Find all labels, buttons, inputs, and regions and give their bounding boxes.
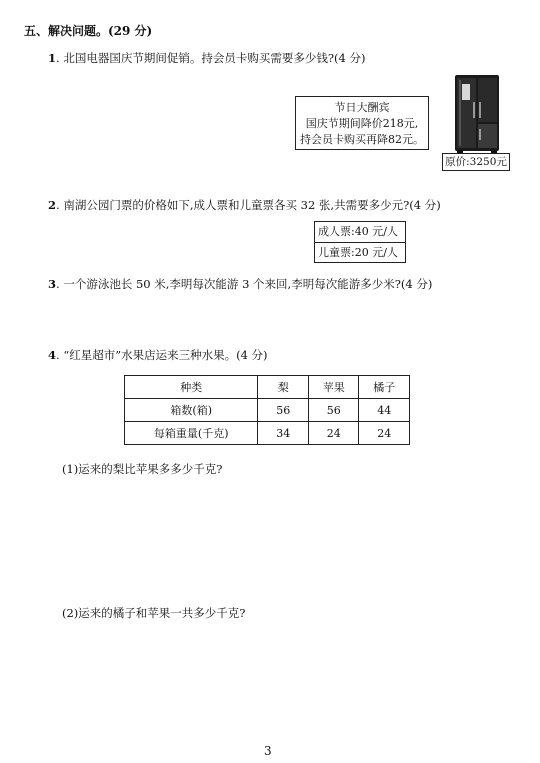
refrigerator-icon: [453, 74, 503, 154]
promo-line-2: 国庆节期间降价218元,: [305, 117, 419, 130]
section-title: 五、解决问题。(29 分): [24, 24, 153, 38]
table-header-row: [125, 376, 410, 399]
table-cell: 56: [308, 399, 359, 422]
question-3: [48, 276, 432, 292]
question-3-text: . 一个游泳池长 50 米,李明每次能游 3 个来回,李明每次能游多少米?(4 分): [56, 277, 433, 291]
table-cell: 24: [308, 422, 359, 445]
promo-line-3: 持会员卡购买再降82元。: [300, 133, 424, 146]
promo-box: [295, 96, 429, 150]
question-4: [48, 347, 268, 363]
question-4-number: 4: [48, 348, 57, 362]
table-row: [125, 422, 410, 445]
promo-line-1: 节日大酬宾: [334, 101, 390, 114]
child-ticket-price: 儿童票:20 元/人: [318, 246, 398, 259]
question-2-number: 2: [48, 198, 57, 212]
table-header-cell: 苹果: [308, 376, 359, 399]
ticket-price-box: [314, 221, 406, 263]
question-1-number: 1: [48, 51, 57, 65]
table-header-cell: 梨: [258, 376, 309, 399]
question-3-number: 3: [48, 277, 57, 291]
question-2-text: . 南湖公园门票的价格如下,成人票和儿童票各买 32 张,共需要多少元?(4 分): [56, 198, 441, 212]
adult-ticket-price: 成人票:40 元/人: [315, 222, 405, 243]
question-1: [48, 50, 365, 66]
question-4-text: . “红星超市”水果店运来三种水果。(4 分): [56, 348, 268, 362]
page-number: 3: [264, 744, 272, 758]
table-row: [125, 399, 410, 422]
fruit-table: [124, 375, 410, 445]
question-1-text: . 北国电器国庆节期间促销。持会员卡购买需要多少钱?(4 分): [56, 51, 366, 65]
table-cell: 44: [359, 399, 410, 422]
table-cell: 56: [258, 399, 309, 422]
table-cell: 箱数(箱): [125, 399, 258, 422]
table-cell: 34: [258, 422, 309, 445]
table-header-cell: 橘子: [359, 376, 410, 399]
sub-question-1: (1)运来的梨比苹果多多少千克?: [62, 462, 223, 476]
sub-question-2: (2)运来的橘子和苹果一共多少千克?: [62, 606, 246, 620]
table-cell: 24: [359, 422, 410, 445]
original-price-label: 原价:3250元: [442, 153, 510, 171]
question-2: [48, 197, 441, 213]
table-cell: 每箱重量(千克): [125, 422, 258, 445]
table-header-cell: 种类: [125, 376, 258, 399]
